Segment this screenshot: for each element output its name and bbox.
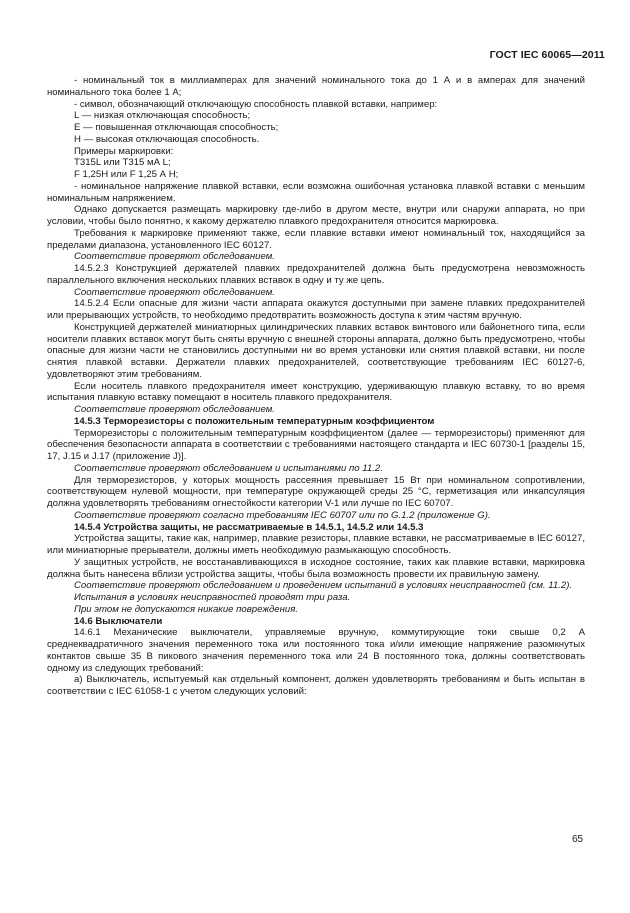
paragraph: Примеры маркировки: [74, 145, 174, 157]
paragraph: Соответствие проверяют обследованием и проведением испытаний в условиях неисправностей (см. 11.2). [74, 580, 573, 592]
paragraph: Испытания в условиях неисправностей проводят три раза. [74, 592, 351, 603]
paragraph: Для терморезисторов, у которых мощность рассеяния превышает 15 Вт при номинальном сопротивлении, соответствующем нулевой мощности, при температуре окружающей среды 25 °С, герметизация или инкапсуляция должна удовлетворять требованиям огнестойкости категории V-1 или лучше по IEC 60707. [47, 474, 585, 509]
paragraph: Если носитель плавкого предохранителя имеет конструкцию, удерживающую плавкую вставку, то во время испытания плавкую вставку помещают в носитель плавкого предохранителя. [47, 380, 585, 404]
paragraph: Соответствие проверяют обследованием. [74, 251, 275, 263]
paragraph: Н — высокая отключающая способность. [74, 133, 260, 145]
paragraph: Соответствие проверяют обследованием. [74, 404, 275, 415]
paragraph: - символ, обозначающий отключающую способность плавкой вставки, например: [74, 98, 438, 110]
document-body [47, 75, 585, 698]
paragraph: 14.5.2.3 Конструкцией держателей плавких предохранителей должна быть предусмотрена невозможность параллельного включения нескольких плавких вставок в одну и ту же цепь. [47, 263, 585, 286]
paragraph: Соответствие проверяют обследованием и испытаниями по 11.2. [74, 462, 383, 474]
paragraph: Однако допускается размещать маркировку где-либо в другом месте, внутри или снаружи аппарата, но при условии, чтобы было понятно, к какому держателю плавкого предохранителя относится маркировка. [47, 204, 585, 227]
paragraph: Соответствие проверяют обследованием. [74, 286, 275, 298]
paragraph: а) Выключатель, испытуемый как отдельный компонент, должен удовлетворять требованиям и быть испытан в соответствии с IEC 61058-1 с учетом следующих условий: [47, 674, 585, 697]
paragraph: - номинальное напряжение плавкой вставки, если возможна ошибочная установка плавкой вставки с меньшим номинальным напряжением. [47, 180, 585, 204]
paragraph: У защитных устройств, не восстанавливающихся в исходное состояние, таких как плавкие вставки, маркировка должна быть нанесена вблизи устройства защиты, чтобы была возможность провести их правильную замену. [47, 556, 585, 580]
paragraph: Конструкцией держателей миниатюрных цилиндрических плавких вставок винтового или байонетного типа, если носители плавких вставок могут быть сняты вручную с внешней стороны аппарата, должно быть предусмотрено, чтобы опасные для жизни части не становились доступными ни во время установки или снятия плавкой вставки, ни после снятия плавкой вставки. Держатели плавких предохранителей, соответствующие требованиям IEC 60127-6, удовлетворяют этим требованиям. [47, 321, 585, 380]
paragraph: Требования к маркировке применяют также, если плавкие вставки имеют номинальный ток, находящийся за пределами диапазона, установленного IEC 60127. [47, 227, 585, 251]
page-number: 65 [572, 834, 584, 845]
section-heading: 14.5.3 Терморезисторы с положительным температурным коэффициентом [74, 415, 435, 427]
paragraph: Е — повышенная отключающая способность; [74, 122, 279, 133]
paragraph: L — низкая отключающая способность; [74, 110, 251, 122]
paragraph: Терморезисторы с положительным температурным коэффициентом (далее — терморезисторы) применяют для обеспечения безопасности аппарата в соответствии с требованиями настоящего стандарта и IEC 60730-1 [разделы 15, 17, J.15 и J.17 (приложение J)]. [47, 427, 585, 462]
paragraph: Устройства защиты, такие как, например, плавкие резисторы, плавкие вставки, не рассматриваемые в IEC 60127, или миниатюрные прерыватели, должны иметь необходимую размыкающую способность. [47, 533, 585, 556]
paragraph: 14.6.1 Механические выключатели, управляемые вручную, коммутирующие токи свыше 0,2 А среднеквадратичного значения переменного тока или постоянного тока и/или имеющие напряжение разомкнутых контактов свыше 35 В пикового значения переменного тока или 24 В постоянного тока, должны соответствовать одному из следующих требований: [47, 627, 585, 674]
document-code-header: ГОСТ IEC 60065—2011 [489, 49, 605, 61]
paragraph: T315L или T315 мА L; [74, 157, 171, 169]
paragraph: 14.5.2.4 Если опасные для жизни части аппарата окажутся доступными при замене плавких предохранителей или прерывающих устройств, то необходимо предотвратить возможность доступа к этим частям вручную. [47, 298, 585, 321]
paragraph: F 1,25Н или F 1,25 А Н; [74, 169, 179, 180]
paragraph: При этом не допускаются никакие повреждения. [74, 603, 298, 615]
section-heading: 14.6 Выключатели [74, 615, 163, 627]
paragraph: Соответствие проверяют согласно требованиям IEC 60707 или по G.1.2 (приложение G). [74, 509, 491, 521]
paragraph: - номинальный ток в миллиамперах для значений номинального тока до 1 А и в амперах для значений номинального тока более 1 А; [47, 75, 585, 98]
section-heading: 14.5.4 Устройства защиты, не рассматриваемые в 14.5.1, 14.5.2 или 14.5.3 [74, 521, 424, 533]
